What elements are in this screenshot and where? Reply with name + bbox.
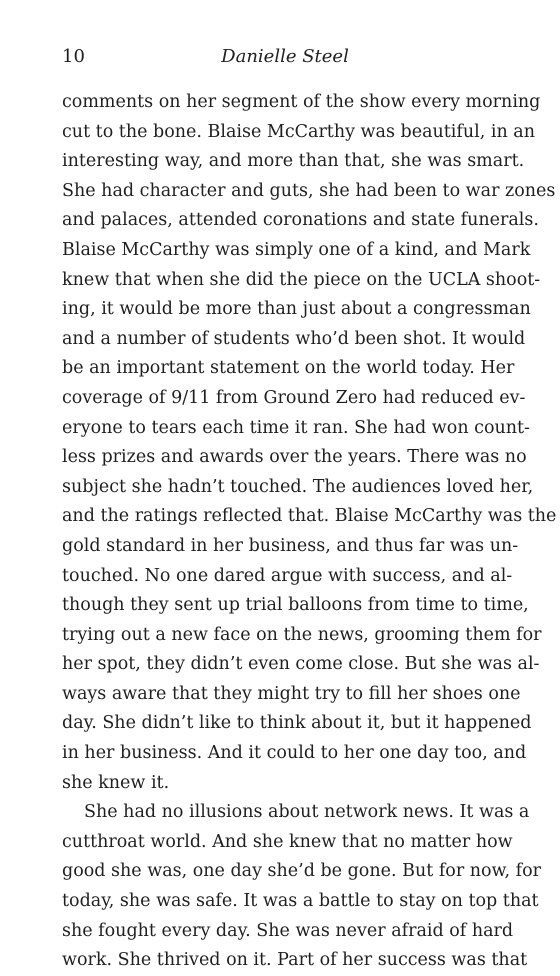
text-line: she knew it. xyxy=(62,772,170,793)
text-line: eryone to tears each time it ran. She had won count- xyxy=(62,417,530,438)
text-line: be an important statement on the world today. Her xyxy=(62,358,515,379)
text-line: her spot, they didn’t even come close. But she was al- xyxy=(62,654,540,675)
text-line: ways aware that they might try to fill her shoes one xyxy=(62,683,521,704)
running-title: Danielle Steel xyxy=(221,46,349,67)
text-line: knew that when she did the piece on the UCLA shoot- xyxy=(62,269,541,290)
text-line: less prizes and awards over the years. There was no xyxy=(62,447,527,468)
text-line: trying out a new face on the news, grooming them for xyxy=(62,624,542,645)
text-line: comments on her segment of the show every morning xyxy=(62,92,541,112)
text-line: coverage of 9/11 from Ground Zero had reduced ev- xyxy=(62,387,526,408)
text-line: Blaise McCarthy was simply one of a kind, and Mark xyxy=(62,239,531,260)
paragraph xyxy=(62,88,557,798)
page-number: 10 xyxy=(62,46,85,67)
paragraph xyxy=(62,798,541,976)
text-line: ing, it would be more than just about a congressman xyxy=(62,299,531,320)
text-line: good she was, one day she’d be gone. But for now, for xyxy=(62,861,541,882)
text-line: work. She thrived on it. Part of her success was that xyxy=(62,950,528,971)
text-line: touched. No one dared argue with success, and al- xyxy=(62,565,513,586)
text-line: today, she was safe. It was a battle to stay on top that xyxy=(62,891,539,912)
text-line: cut to the bone. Blaise McCarthy was beautiful, in an xyxy=(62,121,536,142)
text-line: in her business. And it could to her one day too, and xyxy=(62,743,527,764)
text-line: and a number of students who’d been shot. It would xyxy=(62,328,526,349)
text-line: she fought every day. She was never afraid of hard xyxy=(62,920,514,941)
text-line: subject she hadn’t touched. The audiences loved her, xyxy=(62,476,534,497)
text-line: gold standard in her business, and thus far was un- xyxy=(62,535,519,556)
body-text xyxy=(62,88,557,976)
text-line: though they sent up trial balloons from time to time, xyxy=(62,595,529,616)
text-line: and the ratings reflected that. Blaise McCarthy was the xyxy=(62,506,557,527)
text-line: cutthroat world. And she knew that no matter how xyxy=(62,831,513,852)
text-line: interesting way, and more than that, she was smart. xyxy=(62,151,525,172)
text-line: She had no illusions about network news. It was a xyxy=(84,802,530,823)
text-line: She had character and guts, she had been to war zones xyxy=(62,180,556,201)
text-line: day. She didn’t like to think about it, but it happened xyxy=(62,713,532,734)
text-line: and palaces, attended coronations and state funerals. xyxy=(62,210,539,231)
running-head xyxy=(62,44,508,70)
